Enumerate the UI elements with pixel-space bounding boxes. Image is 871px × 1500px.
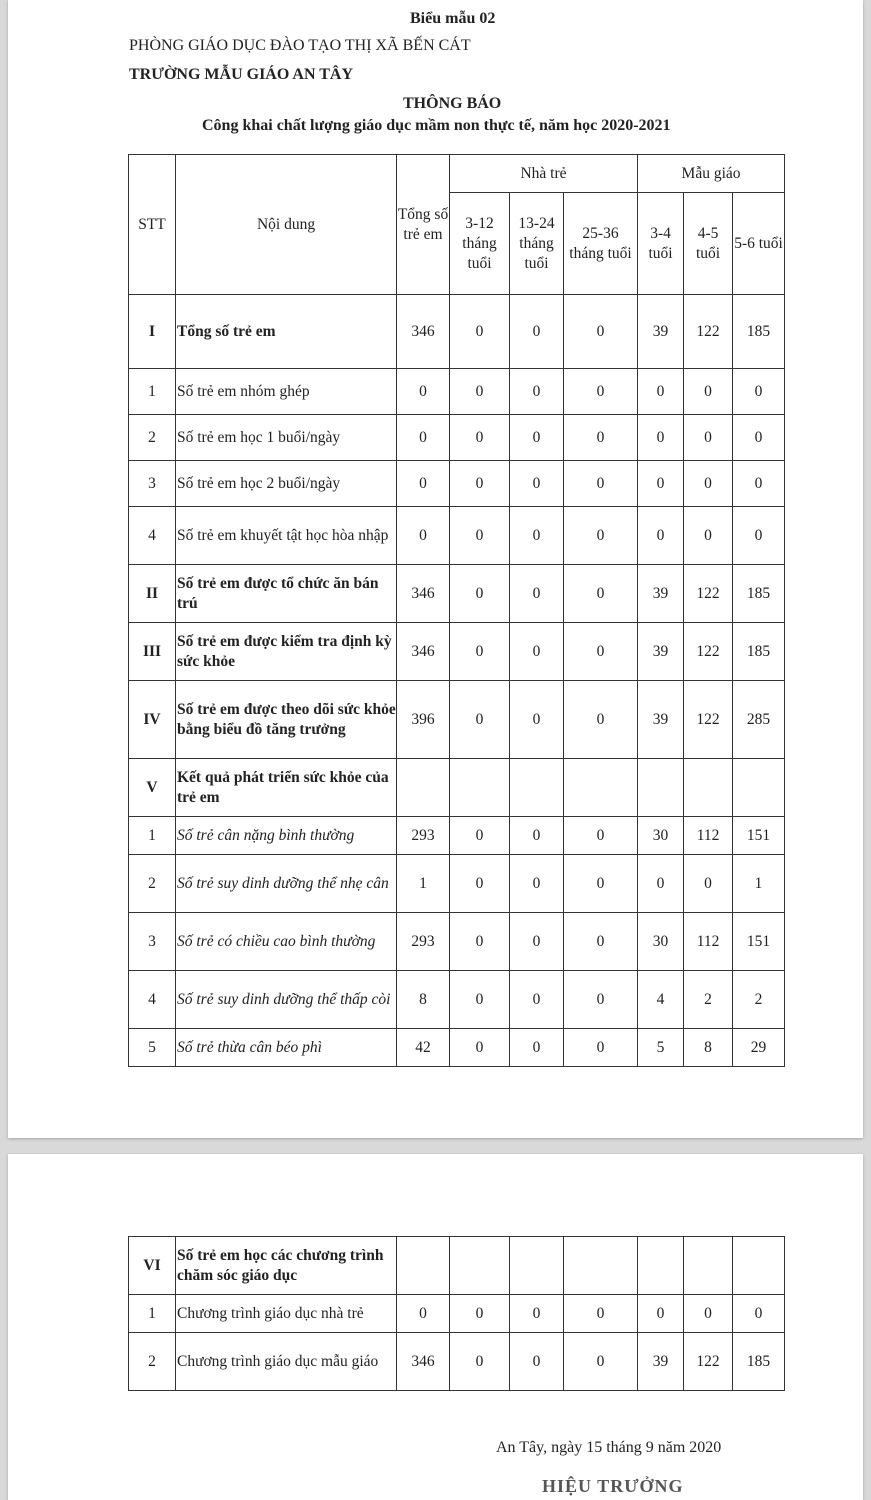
row-value <box>684 759 733 817</box>
table-row <box>129 1295 785 1333</box>
row-value: 346 <box>397 623 450 681</box>
row-value: 0 <box>510 461 564 507</box>
header-age-13-24: 13-24 tháng tuổi <box>510 193 564 295</box>
row-value: 0 <box>684 855 733 913</box>
document-title: THÔNG BÁO <box>403 95 502 112</box>
row-value: 39 <box>638 681 684 759</box>
row-value: 0 <box>684 369 733 415</box>
row-value <box>564 759 638 817</box>
row-content: Chương trình giáo dục mẫu giáo <box>176 1333 397 1391</box>
row-value: 0 <box>450 913 510 971</box>
department-name: PHÒNG GIÁO DỤC ĐÀO TẠO THỊ XÃ BẾN CÁT <box>129 37 471 54</box>
row-content: Số trẻ em nhóm ghép <box>176 369 397 415</box>
row-value: 0 <box>510 623 564 681</box>
row-value: 0 <box>450 623 510 681</box>
row-value: 39 <box>638 1333 684 1391</box>
row-value: 0 <box>733 369 785 415</box>
row-value: 0 <box>638 369 684 415</box>
row-value: 0 <box>564 295 638 369</box>
row-value <box>510 1237 564 1295</box>
row-stt: IV <box>129 681 176 759</box>
row-value: 0 <box>510 681 564 759</box>
row-value: 0 <box>564 623 638 681</box>
row-value: 346 <box>397 295 450 369</box>
row-value: 0 <box>564 1295 638 1333</box>
table-row <box>129 565 785 623</box>
row-value: 0 <box>564 1333 638 1391</box>
table-row <box>129 681 785 759</box>
row-value: 122 <box>684 295 733 369</box>
header-age-4-5: 4-5 tuổi <box>684 193 733 295</box>
row-value <box>638 759 684 817</box>
row-stt: III <box>129 623 176 681</box>
row-content: Tổng số trẻ em <box>176 295 397 369</box>
row-value: 0 <box>564 507 638 565</box>
row-stt: V <box>129 759 176 817</box>
row-value: 346 <box>397 565 450 623</box>
row-stt: 2 <box>129 415 176 461</box>
row-value: 0 <box>564 369 638 415</box>
row-stt: 3 <box>129 461 176 507</box>
row-value: 0 <box>684 461 733 507</box>
row-value: 0 <box>450 971 510 1029</box>
row-value: 30 <box>638 913 684 971</box>
form-number: Biểu mẫu 02 <box>410 10 496 27</box>
row-value: 122 <box>684 623 733 681</box>
row-value <box>638 1237 684 1295</box>
document-subtitle: Công khai chất lượng giáo dục mầm non thực tế, năm học 2020-2021 <box>202 117 671 134</box>
row-value: 0 <box>510 971 564 1029</box>
row-content: Số trẻ thừa cân béo phì <box>176 1029 397 1067</box>
row-stt: 3 <box>129 913 176 971</box>
table-row <box>129 1237 785 1295</box>
row-value: 0 <box>450 1029 510 1067</box>
row-value: 0 <box>450 415 510 461</box>
row-value: 0 <box>510 855 564 913</box>
row-value: 0 <box>564 415 638 461</box>
row-value <box>450 759 510 817</box>
header-age-25-36: 25-36 tháng tuổi <box>564 193 638 295</box>
document-page-2 <box>8 1154 863 1500</box>
header-nursery: Nhà trẻ <box>450 155 638 193</box>
date-line: An Tây, ngày 15 tháng 9 năm 2020 <box>496 1439 722 1456</box>
row-value: 0 <box>397 461 450 507</box>
row-value: 0 <box>510 507 564 565</box>
row-value: 8 <box>397 971 450 1029</box>
row-value: 0 <box>684 415 733 461</box>
row-stt: 1 <box>129 369 176 415</box>
row-value: 0 <box>564 817 638 855</box>
row-value: 0 <box>450 461 510 507</box>
row-value: 0 <box>397 1295 450 1333</box>
row-value: 39 <box>638 565 684 623</box>
row-value: 151 <box>733 817 785 855</box>
row-content: Số trẻ cân nặng bình thường <box>176 817 397 855</box>
row-value: 1 <box>733 855 785 913</box>
row-value: 0 <box>510 1029 564 1067</box>
row-value <box>397 759 450 817</box>
row-content: Số trẻ em khuyết tật học hòa nhập <box>176 507 397 565</box>
row-value: 0 <box>450 681 510 759</box>
row-content: Số trẻ có chiều cao bình thường <box>176 913 397 971</box>
row-value: 2 <box>684 971 733 1029</box>
header-age-3-12: 3-12 tháng tuổi <box>450 193 510 295</box>
row-value: 0 <box>510 415 564 461</box>
row-stt: 5 <box>129 1029 176 1067</box>
school-name: TRƯỜNG MẪU GIÁO AN TÂY <box>129 66 354 83</box>
row-value <box>564 1237 638 1295</box>
row-value: 0 <box>450 1333 510 1391</box>
row-value: 122 <box>684 565 733 623</box>
table-row <box>129 913 785 971</box>
table-row <box>129 1333 785 1391</box>
row-value: 185 <box>733 565 785 623</box>
row-value <box>510 759 564 817</box>
row-value: 0 <box>510 1295 564 1333</box>
row-value: 0 <box>397 415 450 461</box>
row-value: 8 <box>684 1029 733 1067</box>
row-value: 0 <box>450 295 510 369</box>
row-value: 346 <box>397 1333 450 1391</box>
row-value: 0 <box>564 681 638 759</box>
row-value: 0 <box>564 913 638 971</box>
row-content: Số trẻ em được theo dõi sức khỏe bằng biểu đồ tăng trưởng <box>176 681 397 759</box>
row-value <box>684 1237 733 1295</box>
header-content: Nội dung <box>176 155 397 295</box>
row-value: 0 <box>638 855 684 913</box>
header-stt: STT <box>129 155 176 295</box>
row-value: 0 <box>638 507 684 565</box>
row-value: 0 <box>510 295 564 369</box>
row-stt: VI <box>129 1237 176 1295</box>
row-value: 0 <box>450 855 510 913</box>
row-value: 0 <box>564 461 638 507</box>
row-value: 151 <box>733 913 785 971</box>
row-value: 0 <box>733 1295 785 1333</box>
table-row <box>129 855 785 913</box>
row-value: 39 <box>638 295 684 369</box>
row-value: 0 <box>638 415 684 461</box>
header-kindergarten: Mẫu giáo <box>638 155 785 193</box>
row-value: 0 <box>450 1295 510 1333</box>
row-value: 0 <box>510 817 564 855</box>
row-value: 0 <box>684 1295 733 1333</box>
row-value: 1 <box>397 855 450 913</box>
row-value: 396 <box>397 681 450 759</box>
table-row <box>129 623 785 681</box>
row-value: 0 <box>450 369 510 415</box>
row-value <box>733 759 785 817</box>
row-value: 112 <box>684 913 733 971</box>
row-value: 122 <box>684 1333 733 1391</box>
table-row <box>129 415 785 461</box>
quality-table <box>128 154 785 1067</box>
row-value: 0 <box>397 369 450 415</box>
row-stt: 2 <box>129 1333 176 1391</box>
row-stt: 4 <box>129 971 176 1029</box>
row-content: Số trẻ suy dinh dưỡng thể nhẹ cân <box>176 855 397 913</box>
row-value: 0 <box>733 507 785 565</box>
row-value <box>733 1237 785 1295</box>
row-value: 0 <box>638 461 684 507</box>
row-value <box>450 1237 510 1295</box>
row-value: 185 <box>733 1333 785 1391</box>
row-value: 185 <box>733 623 785 681</box>
table-row <box>129 461 785 507</box>
table-row <box>129 1029 785 1067</box>
row-stt: 4 <box>129 507 176 565</box>
row-value: 112 <box>684 817 733 855</box>
row-content: Số trẻ em học 2 buổi/ngày <box>176 461 397 507</box>
row-content: Kết quả phát triển sức khỏe của trẻ em <box>176 759 397 817</box>
row-value: 293 <box>397 913 450 971</box>
row-content: Số trẻ em học các chương trình chăm sóc giáo dục <box>176 1237 397 1295</box>
row-value <box>397 1237 450 1295</box>
row-value: 0 <box>564 1029 638 1067</box>
row-value: 293 <box>397 817 450 855</box>
row-value: 122 <box>684 681 733 759</box>
row-stt: I <box>129 295 176 369</box>
table-row <box>129 369 785 415</box>
table-row <box>129 295 785 369</box>
row-value: 4 <box>638 971 684 1029</box>
program-table <box>128 1236 785 1391</box>
row-content: Chương trình giáo dục nhà trẻ <box>176 1295 397 1333</box>
row-stt: 1 <box>129 817 176 855</box>
row-stt: 1 <box>129 1295 176 1333</box>
row-value: 0 <box>564 565 638 623</box>
row-value: 0 <box>564 855 638 913</box>
row-value: 0 <box>450 565 510 623</box>
signature-title: HIỆU TRƯỞNG <box>542 1476 684 1496</box>
row-value: 0 <box>564 971 638 1029</box>
header-total: Tổng số trẻ em <box>397 155 450 295</box>
row-stt: 2 <box>129 855 176 913</box>
row-content: Số trẻ em được tổ chức ăn bán trú <box>176 565 397 623</box>
row-value: 285 <box>733 681 785 759</box>
row-value: 0 <box>684 507 733 565</box>
row-value: 5 <box>638 1029 684 1067</box>
row-value: 0 <box>510 1333 564 1391</box>
row-content: Số trẻ em học 1 buổi/ngày <box>176 415 397 461</box>
row-value: 0 <box>510 913 564 971</box>
row-content: Số trẻ suy dinh dưỡng thể thấp còi <box>176 971 397 1029</box>
row-value: 0 <box>450 507 510 565</box>
row-value: 0 <box>733 461 785 507</box>
row-value: 0 <box>397 507 450 565</box>
row-value: 0 <box>510 565 564 623</box>
row-value: 185 <box>733 295 785 369</box>
row-value: 42 <box>397 1029 450 1067</box>
row-value: 29 <box>733 1029 785 1067</box>
header-age-5-6: 5-6 tuổi <box>733 193 785 295</box>
row-value: 0 <box>733 415 785 461</box>
row-content: Số trẻ em được kiểm tra định kỳ sức khỏe <box>176 623 397 681</box>
row-value: 2 <box>733 971 785 1029</box>
table-row <box>129 759 785 817</box>
table-row <box>129 971 785 1029</box>
header-age-3-4: 3-4 tuổi <box>638 193 684 295</box>
row-value: 0 <box>510 369 564 415</box>
row-value: 30 <box>638 817 684 855</box>
table-row <box>129 507 785 565</box>
document-page-1 <box>8 0 863 1138</box>
row-value: 0 <box>450 817 510 855</box>
row-stt: II <box>129 565 176 623</box>
row-value: 39 <box>638 623 684 681</box>
row-value: 0 <box>638 1295 684 1333</box>
table-row <box>129 817 785 855</box>
